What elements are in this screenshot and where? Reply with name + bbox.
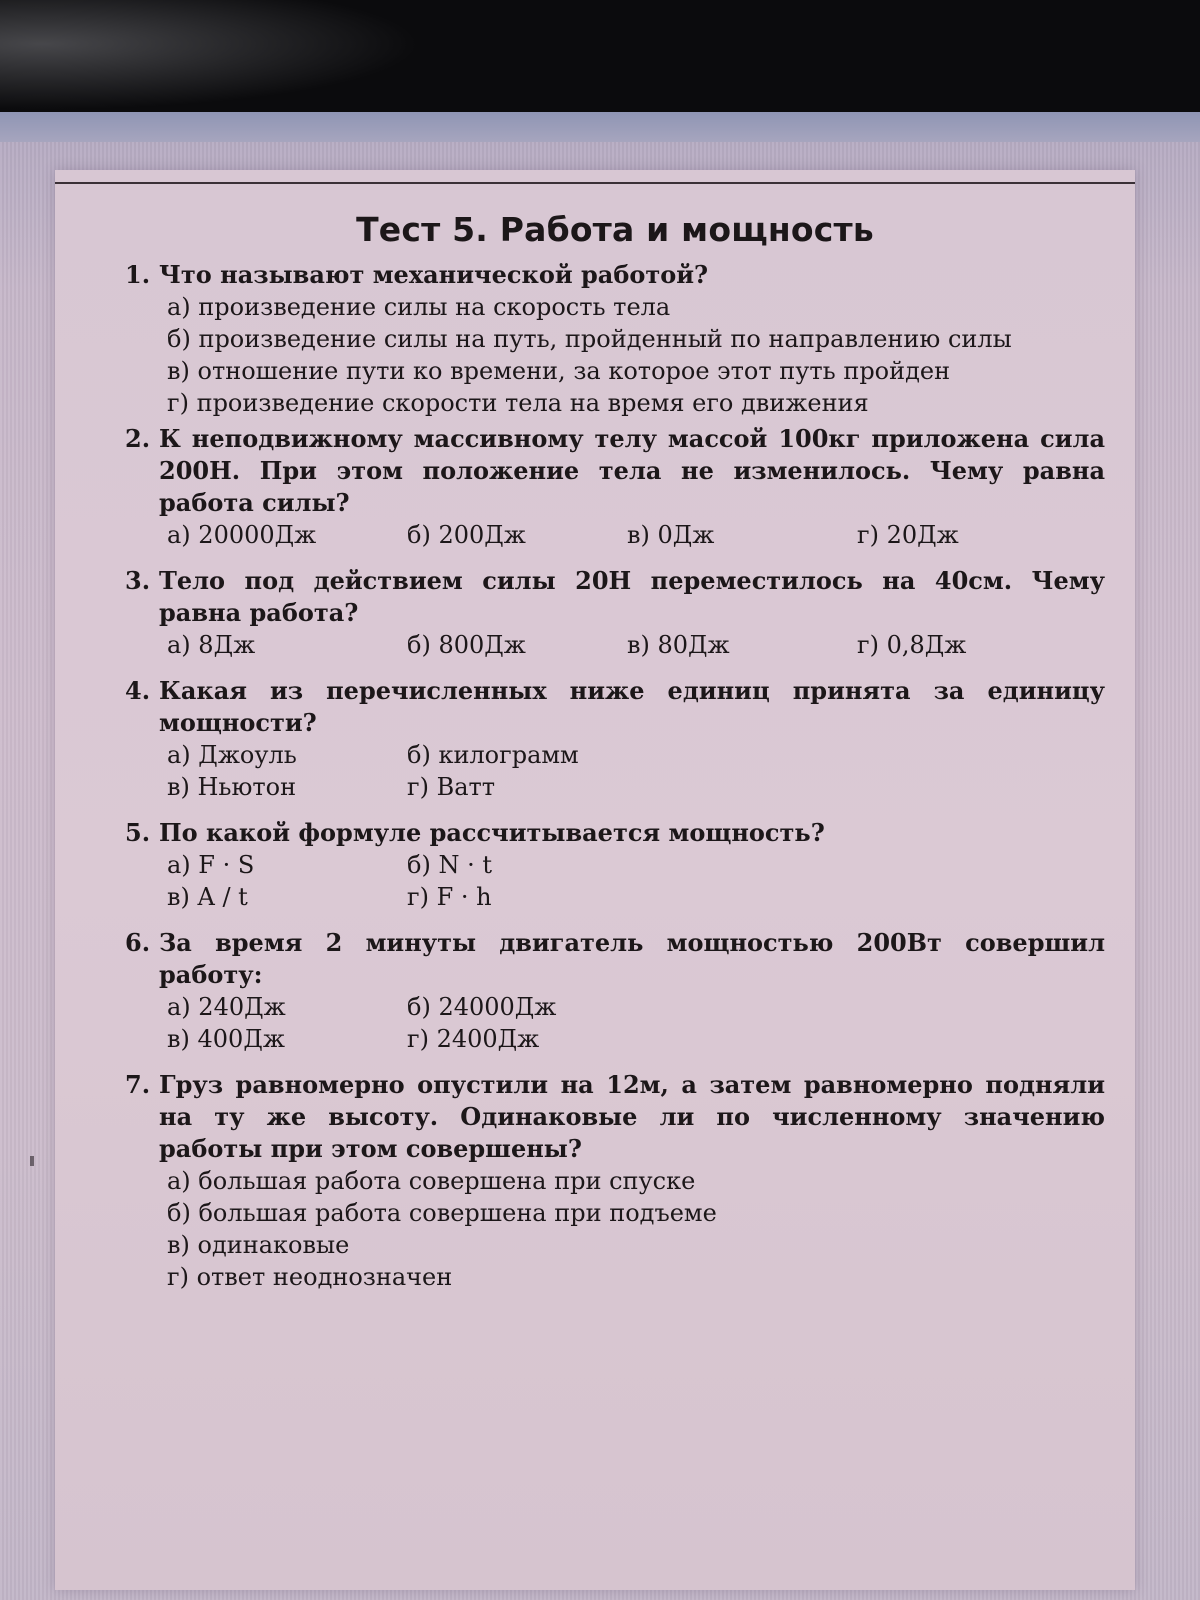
answer-option-a: а) большая работа совершена при спуске bbox=[167, 1167, 696, 1195]
answer-option-c: в) 400Дж bbox=[167, 1025, 285, 1053]
question-number: 2. bbox=[125, 424, 151, 453]
answer-option-b: б) большая работа совершена при подъеме bbox=[167, 1199, 717, 1227]
answer-options bbox=[159, 739, 1105, 803]
answer-option-d: г) Ватт bbox=[407, 773, 496, 801]
question-number: 4. bbox=[125, 676, 151, 705]
answer-option-c: в) 80Дж bbox=[627, 631, 730, 659]
answer-options bbox=[159, 519, 1105, 551]
answer-option-a: а) произведение силы на скорость тела bbox=[167, 293, 671, 321]
answer-option-c: в) Ньютон bbox=[167, 773, 297, 801]
question-number: 1. bbox=[125, 260, 151, 289]
answer-option-a: а) 8Дж bbox=[167, 631, 256, 659]
glare bbox=[0, 0, 420, 110]
monitor-screen bbox=[0, 112, 1200, 1600]
question-4 bbox=[125, 675, 1105, 803]
answer-option-d: г) произведение скорости тела на время его движения bbox=[167, 389, 869, 417]
answer-options bbox=[159, 291, 1105, 419]
answer-option-c: в) одинаковые bbox=[167, 1231, 350, 1259]
answer-option-d: г) ответ неоднозначен bbox=[167, 1263, 453, 1291]
question-6 bbox=[125, 927, 1105, 1055]
question-number: 7. bbox=[125, 1070, 151, 1099]
answer-option-a: а) F · S bbox=[167, 851, 255, 879]
question-text: По какой формуле рассчитывается мощность? bbox=[159, 818, 825, 847]
answer-option-a: а) Джоуль bbox=[167, 741, 297, 769]
test-content bbox=[125, 210, 1105, 1297]
answer-option-a: а) 20000Дж bbox=[167, 521, 317, 549]
answer-option-c: в) A / t bbox=[167, 883, 248, 911]
question-number: 5. bbox=[125, 818, 151, 847]
answer-options bbox=[159, 991, 1105, 1055]
answer-options bbox=[159, 849, 1105, 913]
answer-option-a: а) 240Дж bbox=[167, 993, 286, 1021]
question-text: Тело под действием силы 20Н переместилось на 40см. Чему равна работа? bbox=[159, 566, 1105, 627]
question-text: За время 2 минуты двигатель мощностью 200Вт совершил работу: bbox=[159, 928, 1105, 989]
question-text: К неподвижному массивному телу массой 100кг приложена сила 200Н. При этом положение тела не изменилось. Чему равна работа силы? bbox=[159, 424, 1105, 517]
question-number: 3. bbox=[125, 566, 151, 595]
answer-options bbox=[159, 629, 1105, 661]
answer-option-c: в) отношение пути ко времени, за которое этот путь пройден bbox=[167, 357, 951, 385]
page-top-rule bbox=[55, 182, 1135, 184]
answer-option-d: г) 0,8Дж bbox=[857, 631, 967, 659]
answer-option-b: б) 800Дж bbox=[407, 631, 526, 659]
answer-options bbox=[159, 1165, 1105, 1293]
answer-option-d: г) 20Дж bbox=[857, 521, 959, 549]
answer-option-b: б) N · t bbox=[407, 851, 492, 879]
answer-option-d: г) 2400Дж bbox=[407, 1025, 540, 1053]
answer-option-b: б) килограмм bbox=[407, 741, 579, 769]
answer-option-b: б) произведение силы на путь, пройденный по направлению силы bbox=[167, 325, 1012, 353]
question-5 bbox=[125, 817, 1105, 913]
question-7 bbox=[125, 1069, 1105, 1293]
question-2 bbox=[125, 423, 1105, 551]
question-text: Какая из перечисленных ниже единиц принята за единицу мощности? bbox=[159, 676, 1105, 737]
question-1 bbox=[125, 259, 1105, 419]
answer-option-b: б) 200Дж bbox=[407, 521, 526, 549]
screen-top-bar bbox=[0, 112, 1200, 142]
question-text: Что называют механической работой? bbox=[159, 260, 709, 289]
answer-option-d: г) F · h bbox=[407, 883, 492, 911]
question-number: 6. bbox=[125, 928, 151, 957]
question-text: Груз равномерно опустили на 12м, а затем равномерно подняли на ту же высоту. Одинаковые ли по численному значению работы при этом совершены? bbox=[159, 1070, 1105, 1163]
test-title: Тест 5. Работа и мощность bbox=[356, 210, 874, 249]
screen-speck bbox=[30, 1156, 34, 1166]
answer-option-b: б) 24000Дж bbox=[407, 993, 557, 1021]
answer-option-c: в) 0Дж bbox=[627, 521, 715, 549]
question-3 bbox=[125, 565, 1105, 661]
document-page bbox=[55, 170, 1135, 1590]
